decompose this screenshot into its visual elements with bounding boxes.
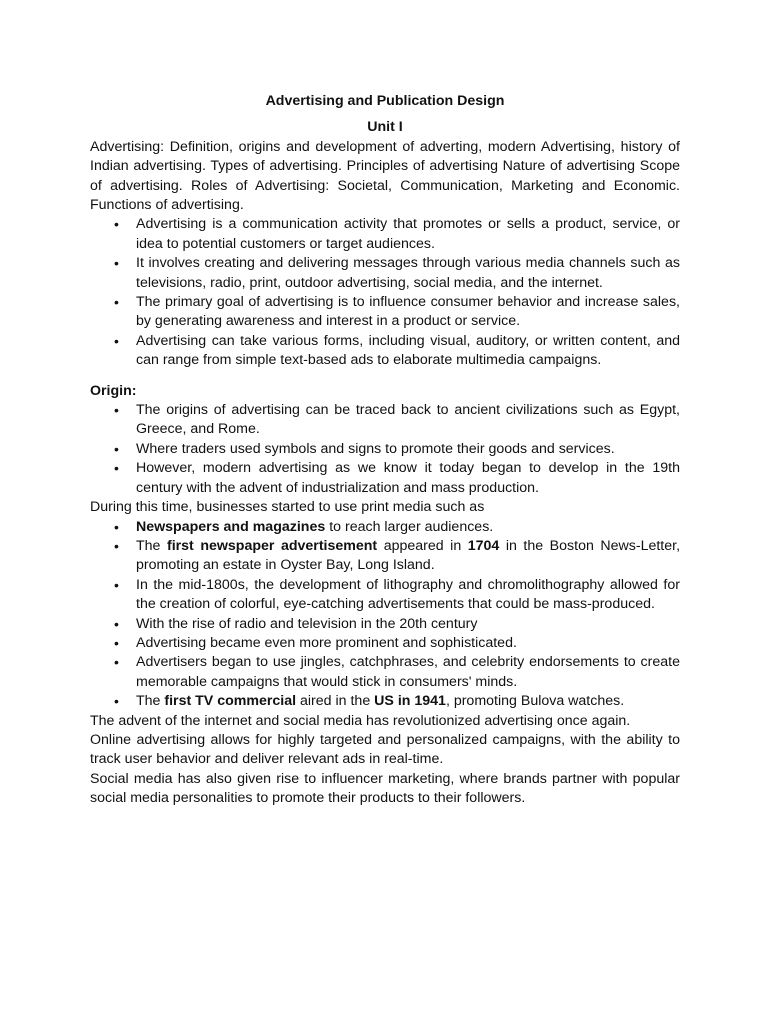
list-item: • Where traders used symbols and signs to promote their goods and services. [90, 440, 680, 459]
bullet-icon: • [114, 216, 119, 233]
bullet-icon: • [114, 654, 119, 671]
list-item: • Newspapers and magazines to reach larger audiences. [90, 518, 680, 537]
list-item: • It involves creating and delivering messages through various media channels such as televisions, radio, print, outdoor advertising, social media, and the internet. [114, 255, 680, 291]
bullet-icon: • [114, 615, 119, 632]
bullet-icon: • [114, 332, 119, 349]
definition-bullet-list [90, 215, 680, 370]
print-media-bullet-list [90, 518, 680, 712]
origin-bullet-list [90, 401, 680, 498]
list-item: • The primary goal of advertising is to influence consumer behavior and increase sales, by generating awareness and interest in a product or service. [114, 294, 680, 330]
list-item: • Advertising became even more prominent and sophisticated. [90, 634, 680, 653]
list-item: • Advertising is a communication activity that promotes or sells a product, service, or idea to potential customers or target audiences. [114, 216, 680, 252]
list-item: • Advertisers began to use jingles, catchphrases, and celebrity endorsements to create memorable campaigns that would stick in consumers' minds. [114, 654, 680, 690]
bullet-icon: • [114, 460, 119, 477]
intro-paragraph: Advertising: Definition, origins and development of adverting, modern Advertising, history of Indian advertising. Types of advertising. Principles of advertising Nature of advertising Scope of advertising. Roles of Advertising: Societal, Communication, Marketing and Economic. Functions of advertising. [90, 138, 680, 213]
bullet-icon: • [114, 537, 119, 554]
bullet-icon: • [114, 518, 119, 535]
list-item: • However, modern advertising as we know it today began to develop in the 19th century with the advent of industrialization and mass production. [114, 460, 680, 496]
list-item: • In the mid-1800s, the development of lithography and chromolithography allowed for the creation of colorful, eye-catching advertisements that could be mass-produced. [114, 576, 680, 613]
document-title: Advertising and Publication Design [265, 93, 505, 109]
print-media-intro: During this time, businesses started to use print media such as [90, 499, 485, 516]
list-item: • The origins of advertising can be traced back to ancient civilizations such as Egypt, Greece, and Rome. [114, 402, 680, 438]
bullet-icon: • [114, 576, 119, 593]
online-advertising-paragraph: Online advertising allows for highly targeted and personalized campaigns, with the ability to track user behavior and deliver relevant ads in real-time. [90, 731, 680, 768]
list-item: • The first TV commercial aired in the US in 1941, promoting Bulova watches. [90, 692, 680, 711]
internet-paragraph: The advent of the internet and social media has revolutionized advertising once again. [90, 712, 631, 729]
origin-heading: Origin: [90, 382, 137, 399]
bullet-icon: • [114, 294, 119, 311]
list-item: • The first newspaper advertisement appeared in 1704 in the Boston News-Letter, promoting an estate in Oyster Bay, Long Island. [114, 537, 681, 574]
bullet-icon: • [114, 440, 119, 457]
list-item: • With the rise of radio and television in the 20th century [90, 615, 680, 634]
list-item: • Advertising can take various forms, including visual, auditory, or written content, and can range from simple text-based ads to elaborate multimedia campaigns. [114, 332, 680, 369]
bullet-icon: • [114, 402, 119, 419]
bullet-icon: • [114, 693, 119, 710]
social-media-paragraph: Social media has also given rise to influencer marketing, where brands partner with popular social media personalities to promote their products to their followers. [90, 770, 680, 807]
bullet-icon: • [114, 255, 119, 272]
unit-heading: Unit I [367, 119, 403, 136]
bullet-icon: • [114, 634, 119, 651]
